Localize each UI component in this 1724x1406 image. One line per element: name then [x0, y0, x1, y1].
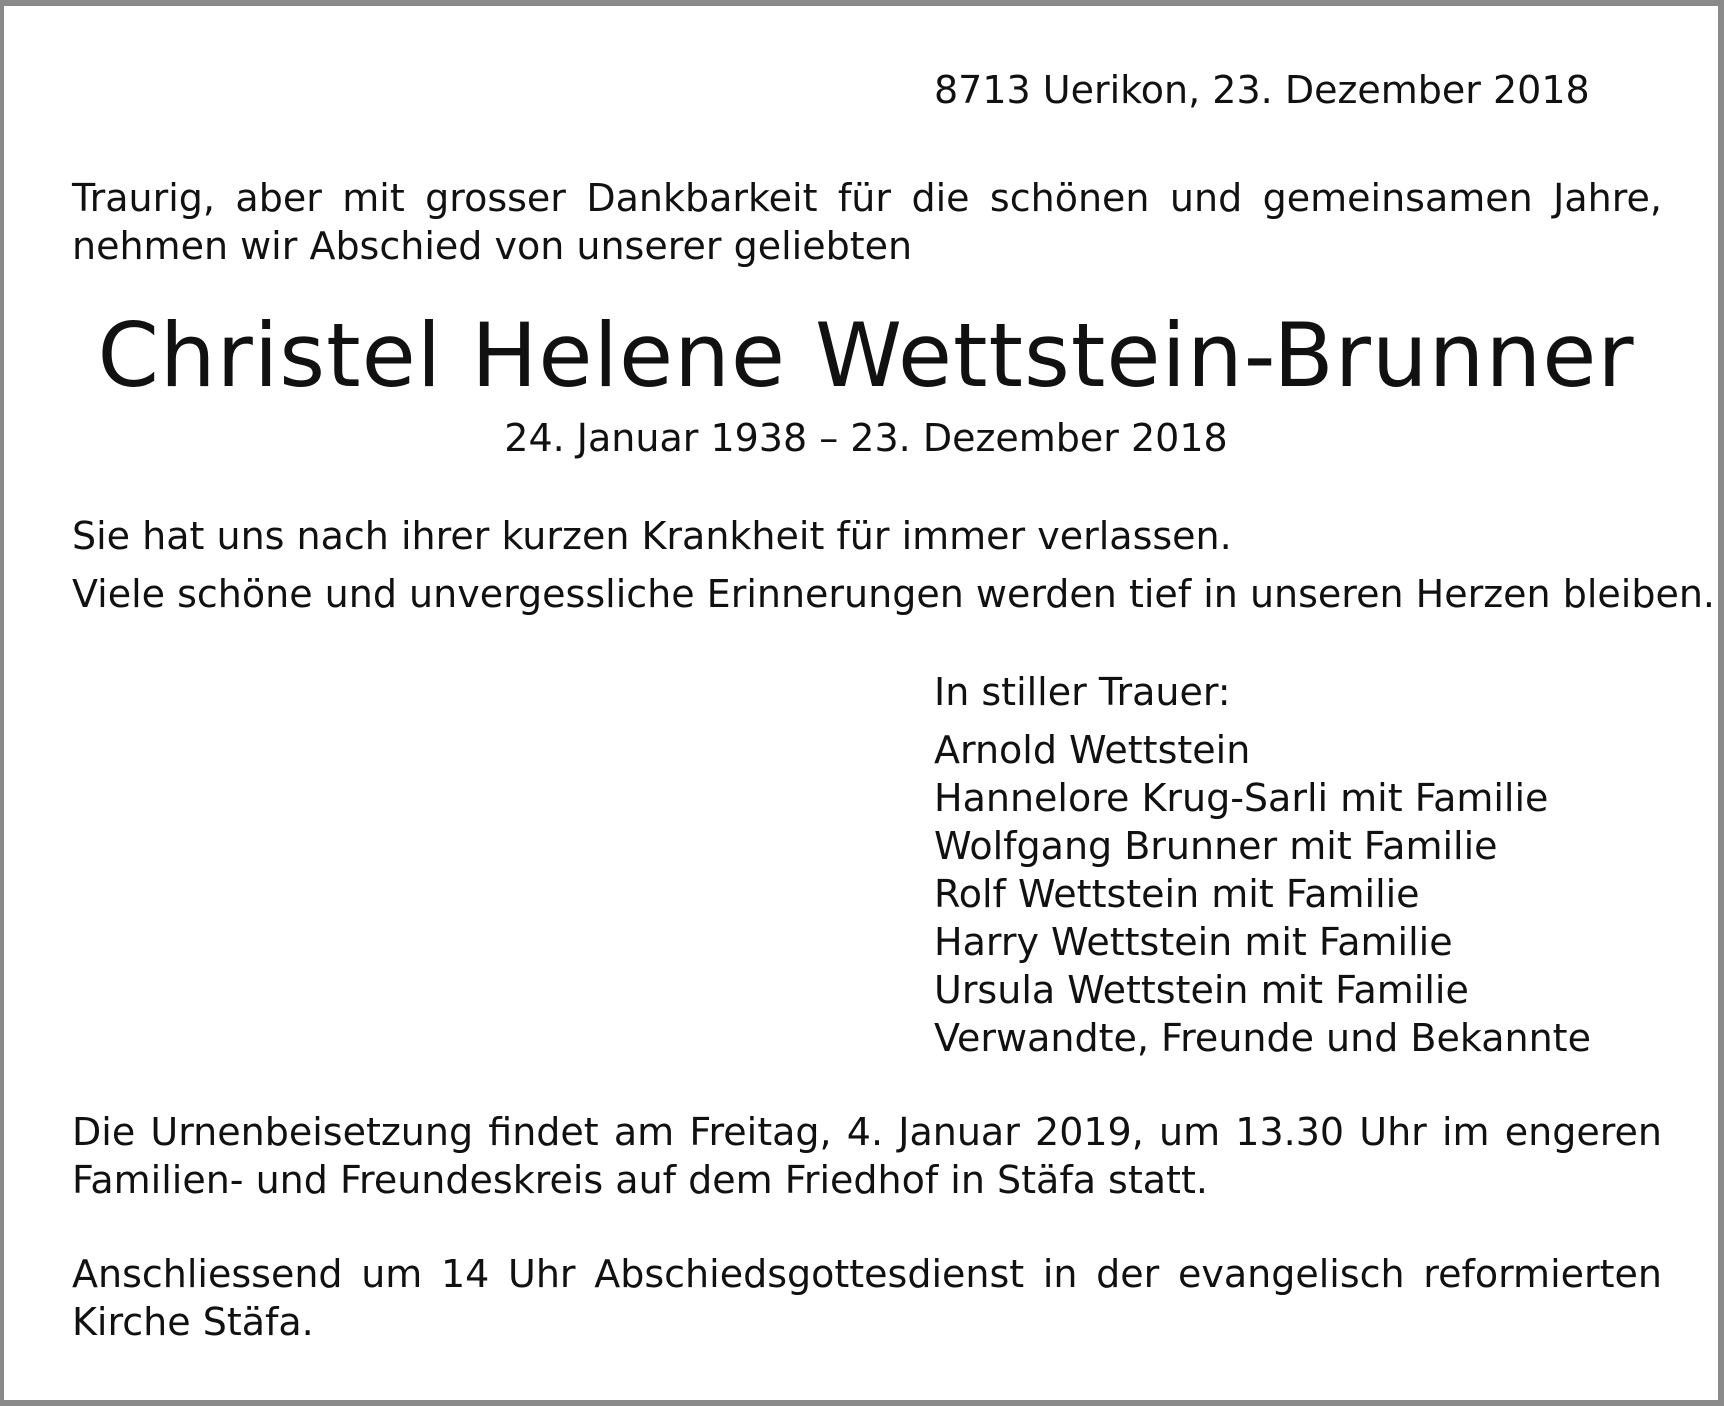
mourner-name: Arnold Wettstein	[934, 728, 1251, 772]
mourners-block	[934, 668, 1591, 1062]
place-date: 8713 Uerikon, 23. Dezember 2018	[934, 68, 1590, 112]
mourner-name: Hannelore Krug-Sarli mit Familie	[934, 776, 1549, 820]
mourner-name: Harry Wettstein mit Familie	[934, 920, 1453, 964]
message-line: Sie hat uns nach ihrer kurzen Krankheit für immer verlassen.	[72, 514, 1232, 558]
urn-burial-notice: Die Urnenbeisetzung findet am Freitag, 4. Januar 2019, um 13.30 Uhr im engeren Familien- und Freundeskreis auf dem Friedhof in Stäfa statt.	[72, 1110, 1662, 1202]
intro-text: Traurig, aber mit grosser Dankbarkeit für die schönen und gemeinsamen Jahre, nehmen wir Abschied von unserer geliebten	[72, 176, 1662, 268]
mourners-list	[934, 726, 1591, 1062]
deceased-name: Christel Helene Wettstein-Brunner	[97, 304, 1635, 407]
farewell-service-notice: Anschliessend um 14 Uhr Abschiedsgottesdienst in der evangelisch reformierten Kirche Stäfa.	[72, 1252, 1662, 1344]
lifespan-dates: 24. Januar 1938 – 23. Dezember 2018	[504, 416, 1228, 460]
message-line: Viele schöne und unvergessliche Erinnerungen werden tief in unseren Herzen bleiben.	[72, 572, 1715, 616]
mourner-name: Verwandte, Freunde und Bekannte	[934, 1016, 1591, 1060]
mourner-name: Wolfgang Brunner mit Familie	[934, 824, 1498, 868]
mourner-name: Rolf Wettstein mit Familie	[934, 872, 1420, 916]
mourner-name: Ursula Wettstein mit Familie	[934, 968, 1469, 1012]
mourners-heading: In stiller Trauer:	[934, 670, 1231, 714]
